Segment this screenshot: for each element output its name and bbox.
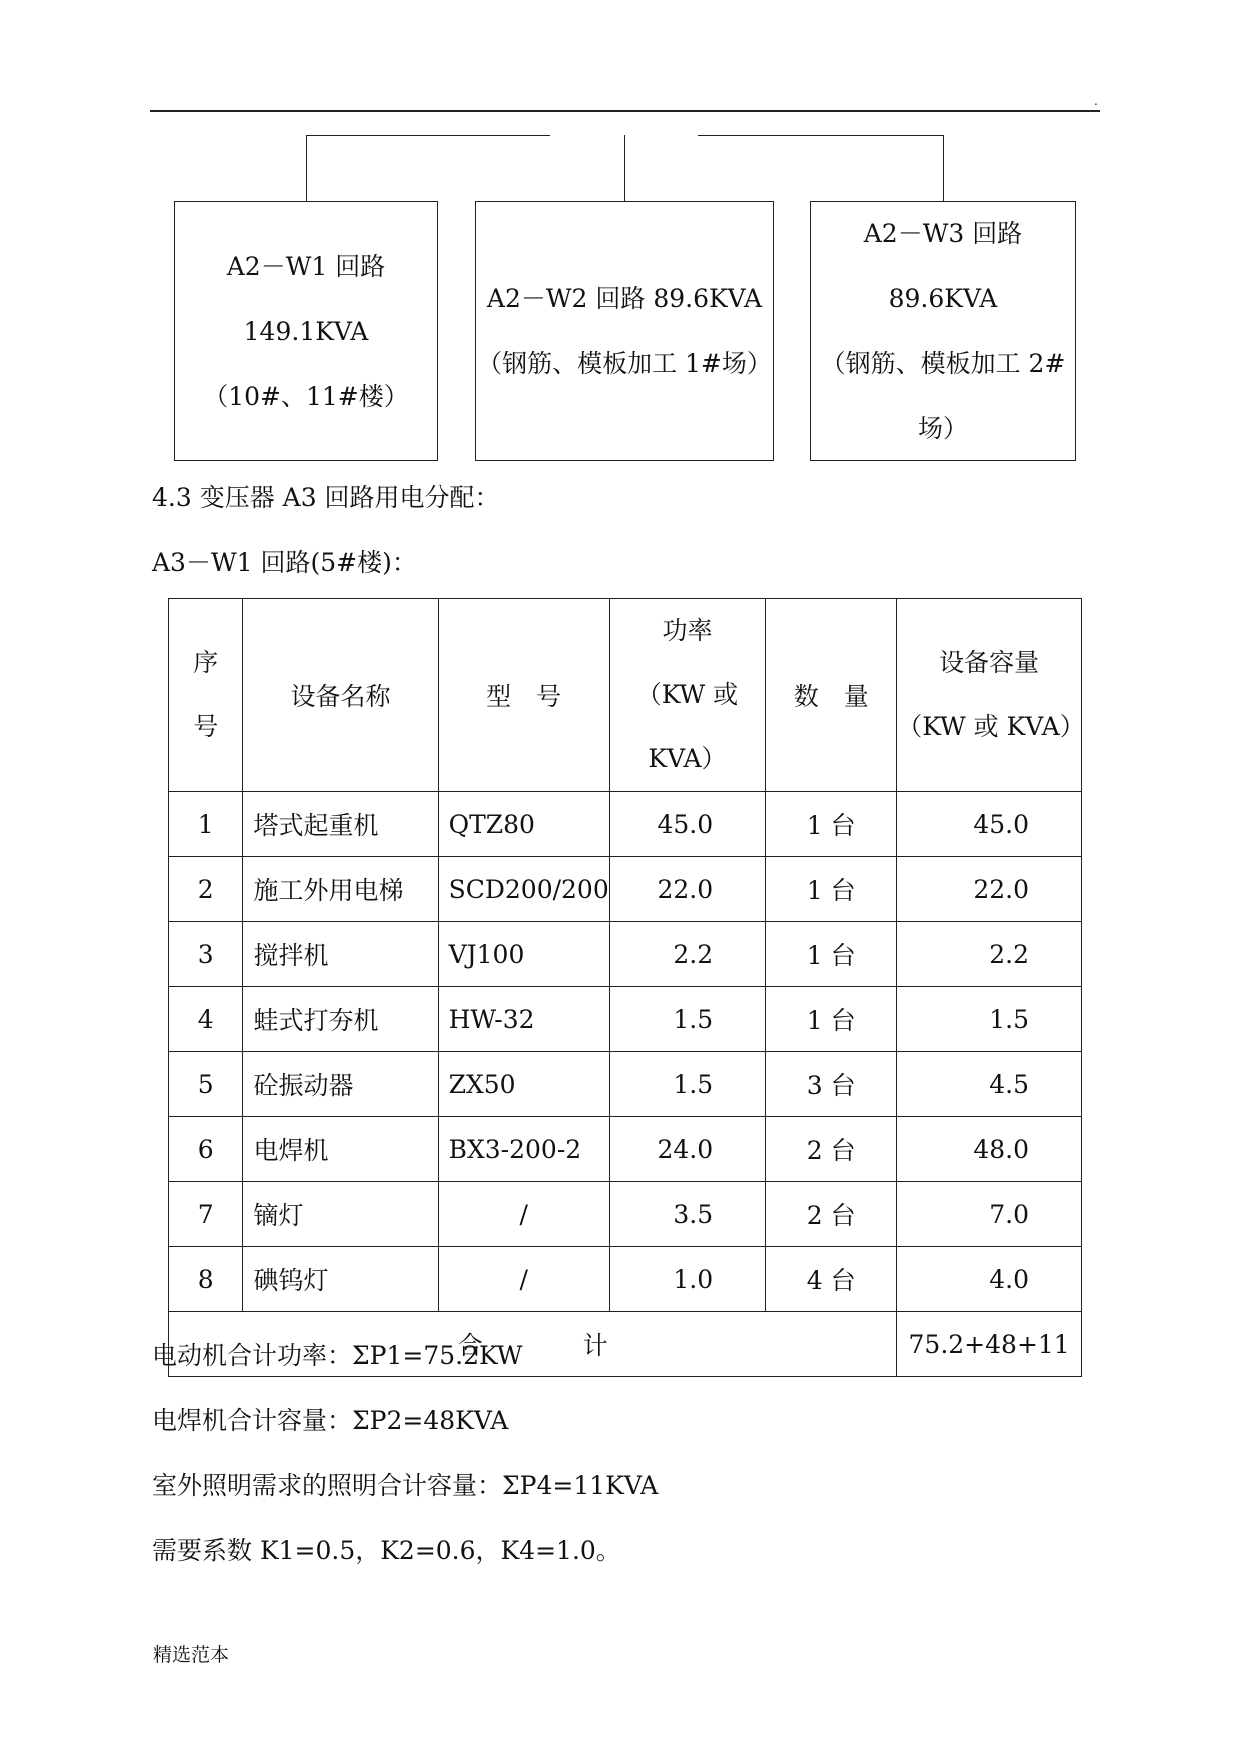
cell-power: 1.0	[609, 1247, 765, 1312]
cell-capacity: 2.2	[897, 922, 1082, 987]
cell-index: 2	[169, 857, 243, 922]
cell-power: 24.0	[609, 1117, 765, 1182]
table-row	[169, 1247, 1082, 1312]
header-qty: 数 量	[766, 599, 897, 792]
total-value: 75.2+48+11	[897, 1312, 1082, 1377]
footer-label: 精选范本	[153, 1644, 230, 1666]
cell-model: /	[438, 1182, 609, 1247]
cell-qty: 1 台	[766, 857, 897, 922]
tree-drop-w2	[624, 135, 625, 201]
tree-drop-w3	[943, 135, 944, 201]
table-row	[169, 1182, 1082, 1247]
circuit-box-w2	[475, 201, 774, 461]
table-row	[169, 987, 1082, 1052]
circuit-w3-line: （钢筋、模板加工 2#	[820, 349, 1066, 378]
cell-qty: 2 台	[766, 1182, 897, 1247]
cell-index: 4	[169, 987, 243, 1052]
cell-name: 镝灯	[243, 1182, 438, 1247]
cell-power: 1.5	[609, 987, 765, 1052]
circuit-w3-line: A2－W3 回路	[863, 219, 1023, 248]
cell-name: 碘钨灯	[243, 1247, 438, 1312]
circuit-w1-line: （10#、11#楼）	[203, 381, 409, 411]
cell-capacity: 48.0	[897, 1117, 1082, 1182]
circuit-w2-line: （钢筋、模板加工 1#场）	[477, 349, 772, 378]
header-capacity: 设备容量 （KW 或 KVA）	[897, 599, 1082, 792]
table-row	[169, 1117, 1082, 1182]
cell-capacity: 7.0	[897, 1182, 1082, 1247]
circuit-w3-line: 89.6KVA	[888, 284, 998, 313]
header-name: 设备名称	[243, 599, 438, 792]
cell-name: 塔式起重机	[243, 792, 438, 857]
table-row	[169, 792, 1082, 857]
cell-capacity: 4.5	[897, 1052, 1082, 1117]
circuit-box-w3	[810, 201, 1076, 461]
note-demand-factors: 需要系数 K1=0.5，K2=0.6，K4=1.0。	[152, 1536, 621, 1565]
cell-name: 电焊机	[243, 1117, 438, 1182]
table-row	[169, 1052, 1082, 1117]
cell-name: 蛙式打夯机	[243, 987, 438, 1052]
note-lighting-capacity: 室外照明需求的照明合计容量：ΣP4=11KVA	[152, 1471, 659, 1500]
cell-model: QTZ80	[438, 792, 609, 857]
cell-index: 8	[169, 1247, 243, 1312]
cell-index: 6	[169, 1117, 243, 1182]
equipment-table	[168, 598, 1085, 1377]
circuit-w1-line: A2－W1 回路	[226, 251, 386, 281]
table-row	[169, 922, 1082, 987]
cell-model: BX3-200-2	[438, 1117, 609, 1182]
note-welder-capacity: 电焊机合计容量：ΣP2=48KVA	[152, 1406, 509, 1435]
cell-index: 7	[169, 1182, 243, 1247]
circuit-w2-line: A2－W2 回路 89.6KVA	[486, 284, 763, 313]
cell-model: HW-32	[438, 987, 609, 1052]
tree-connector-right	[698, 135, 944, 136]
cell-name: 施工外用电梯	[243, 857, 438, 922]
cell-power: 3.5	[609, 1182, 765, 1247]
cell-capacity: 22.0	[897, 857, 1082, 922]
cell-index: 5	[169, 1052, 243, 1117]
subsection-title: A3－W1 回路(5#楼)：	[152, 548, 417, 577]
header-dot: .	[1094, 94, 1098, 108]
total-label: 合 计	[169, 1312, 897, 1377]
cell-qty: 3 台	[766, 1052, 897, 1117]
cell-capacity: 45.0	[897, 792, 1082, 857]
section-title: 4.3 变压器 A3 回路用电分配：	[152, 483, 500, 512]
header-index: 序 号	[169, 599, 243, 792]
cell-qty: 1 台	[766, 987, 897, 1052]
cell-qty: 4 台	[766, 1247, 897, 1312]
tree-drop-w1	[306, 135, 307, 201]
table-header-row	[169, 599, 1082, 792]
cell-name: 搅拌机	[243, 922, 438, 987]
cell-index: 1	[169, 792, 243, 857]
header-power: 功率 （KW 或 KVA）	[609, 599, 765, 792]
circuit-w3-line: 场）	[917, 414, 968, 443]
cell-power: 2.2	[609, 922, 765, 987]
cell-power: 45.0	[609, 792, 765, 857]
header-model: 型 号	[438, 599, 609, 792]
cell-qty: 1 台	[766, 792, 897, 857]
cell-name: 砼振动器	[243, 1052, 438, 1117]
circuit-box-w1	[174, 201, 438, 461]
cell-capacity: 1.5	[897, 987, 1082, 1052]
header-rule	[150, 110, 1100, 112]
circuit-w1-line: 149.1KVA	[243, 316, 369, 346]
cell-power: 22.0	[609, 857, 765, 922]
tree-connector-left	[306, 135, 550, 136]
cell-capacity: 4.0	[897, 1247, 1082, 1312]
cell-qty: 1 台	[766, 922, 897, 987]
cell-power: 1.5	[609, 1052, 765, 1117]
cell-model: ZX50	[438, 1052, 609, 1117]
cell-qty: 2 台	[766, 1117, 897, 1182]
table-row	[169, 857, 1082, 922]
note-motor-power: 电动机合计功率：ΣP1=75.2KW	[152, 1341, 523, 1370]
cell-model: SCD200/200	[438, 857, 609, 922]
cell-index: 3	[169, 922, 243, 987]
cell-model: VJ100	[438, 922, 609, 987]
cell-model: /	[438, 1247, 609, 1312]
